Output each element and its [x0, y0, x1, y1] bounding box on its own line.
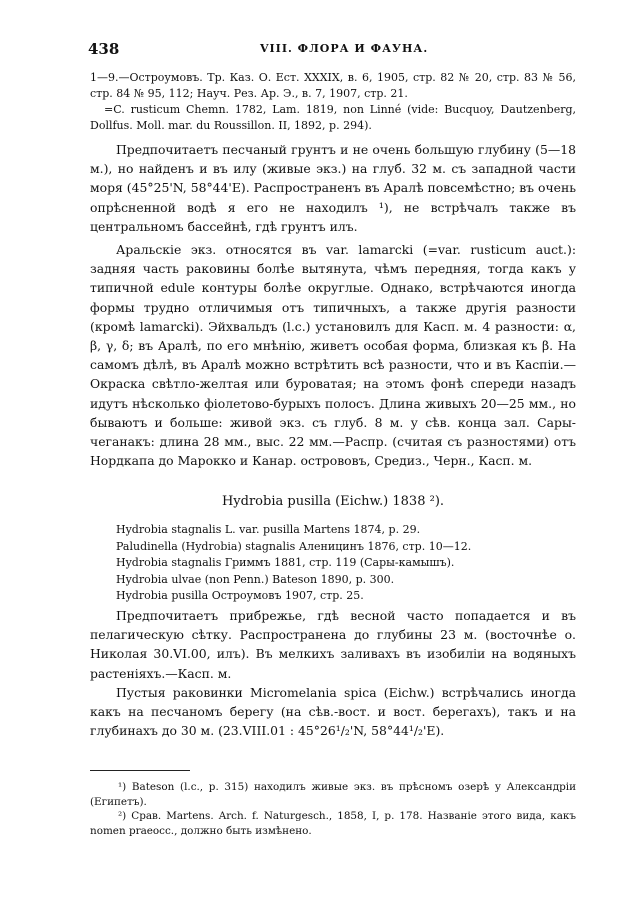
- paragraph: Пустыя раковинки Micromelania spica (Eichw.) встрѣчались иногда какъ на песчаномъ берегу (на сѣв.-вост. и вост. берегахъ), такъ и на глубинахъ до 30 м. (23.VIII.01 : 45°26¹/₂'N, 58°44¹/₂'E).: [90, 684, 576, 739]
- synonym-item: Hydrobia stagnalis Гриммъ 1881, стр. 119 (Сары-камышъ).: [116, 556, 455, 569]
- synonym-list: [90, 522, 576, 605]
- paragraph: Аральскіе экз. относятся въ var. lamarcki (=var. rusticum auct.): задняя часть раковины болѣе вытянута, чѣмъ передняя, тогда какъ у типичной edule контуры болѣе округлые. Однако, встрѣчаются иногда формы трудно отличимыя отъ типичныхъ, а также другія разности (кромѣ lamarcki). Эйхвальдъ (l.c.) установилъ для Касп. м. 4 разности: α, β, γ, δ; въ Аралѣ, по его мнѣнію, живетъ особая форма, близкая къ β. На самомъ дѣлѣ, въ Аралѣ можно встрѣтить всѣ разности, что и въ Каспіи.—Окраска свѣтло-желтая или буроватая; на этомъ фонѣ спереди назадъ идутъ нѣсколько фіолетово-бурыхъ полосъ. Длина живыхъ 20—25 мм., но бываютъ и больше: живой экз. съ глуб. 8 м. у сѣв. конца зал. Сары-чеганакъ: длина 28 мм., выс. 22 мм.—Распр. (считая съ разностями) отъ Нордкапа до Марокко и Канар. острововъ, Средиз., Черн., Касп. м.: [90, 242, 576, 469]
- species-heading-text: Hydrobia pusilla (Eichw.) 1838 ²).: [221, 494, 445, 509]
- running-title: VIII. ФЛОРА И ФАУНА.: [260, 42, 429, 55]
- footnotes: [90, 780, 576, 838]
- footnote: ²) Срав. Martens. Arch. f. Naturgesch., 1858, I, p. 178. Названіе этого вида, какъ nomen praeocc., должно быть измѣнено.: [90, 810, 576, 837]
- footnote-rule: [90, 770, 190, 771]
- footnote: ¹) Bateson (l.c., p. 315) находилъ живые экз. въ прѣсномъ озерѣ у Александріи (Египетъ).: [90, 781, 576, 808]
- species-heading: [90, 494, 576, 509]
- reference-line: =C. rusticum Chemn. 1782, Lam. 1819, non Linné (vide: Bucquoy, Dautzenberg, Dollfus. Moll. mar. du Roussillon. II, 1892, p. 294).: [90, 103, 576, 132]
- reference-block: [90, 70, 576, 134]
- body-section-1: [90, 140, 576, 470]
- synonym-item: Hydrobia pusilla Остроумовъ 1907, стр. 25.: [116, 589, 364, 602]
- synonym-item: Paludinella (Hydrobia) stagnalis Аленицинъ 1876, стр. 10—12.: [116, 539, 472, 553]
- body-section-2: [90, 606, 576, 740]
- page-number: 438: [88, 40, 120, 58]
- paragraph: Предпочитаетъ песчаный грунтъ и не очень большую глубину (5—18 м.), но найденъ и въ илу (живые экз.) на глуб. 32 м. съ западной части моря (45°25'N, 58°44'E). Распространенъ въ Аралѣ повсемѣстно; въ очень опрѣсненной водѣ я его не находилъ ¹), не встрѣчалъ также въ центральномъ бассейнѣ, гдѣ грунтъ илъ.: [90, 142, 576, 234]
- reference-line: 1—9.—Остроумовъ. Тр. Каз. О. Ест. XXXIX, в. 6, 1905, стр. 82 № 20, стр. 83 № 56, стр. 84 № 95, 112; Науч. Рез. Ар. Э., в. 7, 1907, стр. 21.: [90, 71, 576, 100]
- paragraph: Предпочитаетъ прибрежье, гдѣ весной часто попадается и въ пелагическую сѣтку. Распространена до глубины 23 м. (восточнѣе о. Николая 30.VI.00, илъ). Въ мелкихъ заливахъ въ изобиліи на водяныхъ растеніяхъ.—Касп. м.: [90, 608, 576, 681]
- synonym-item: Hydrobia ulvae (non Penn.) Bateson 1890, p. 300.: [116, 572, 395, 586]
- synonym-item: Hydrobia stagnalis L. var. pusilla Martens 1874, p. 29.: [116, 523, 421, 536]
- page-header: [88, 40, 577, 58]
